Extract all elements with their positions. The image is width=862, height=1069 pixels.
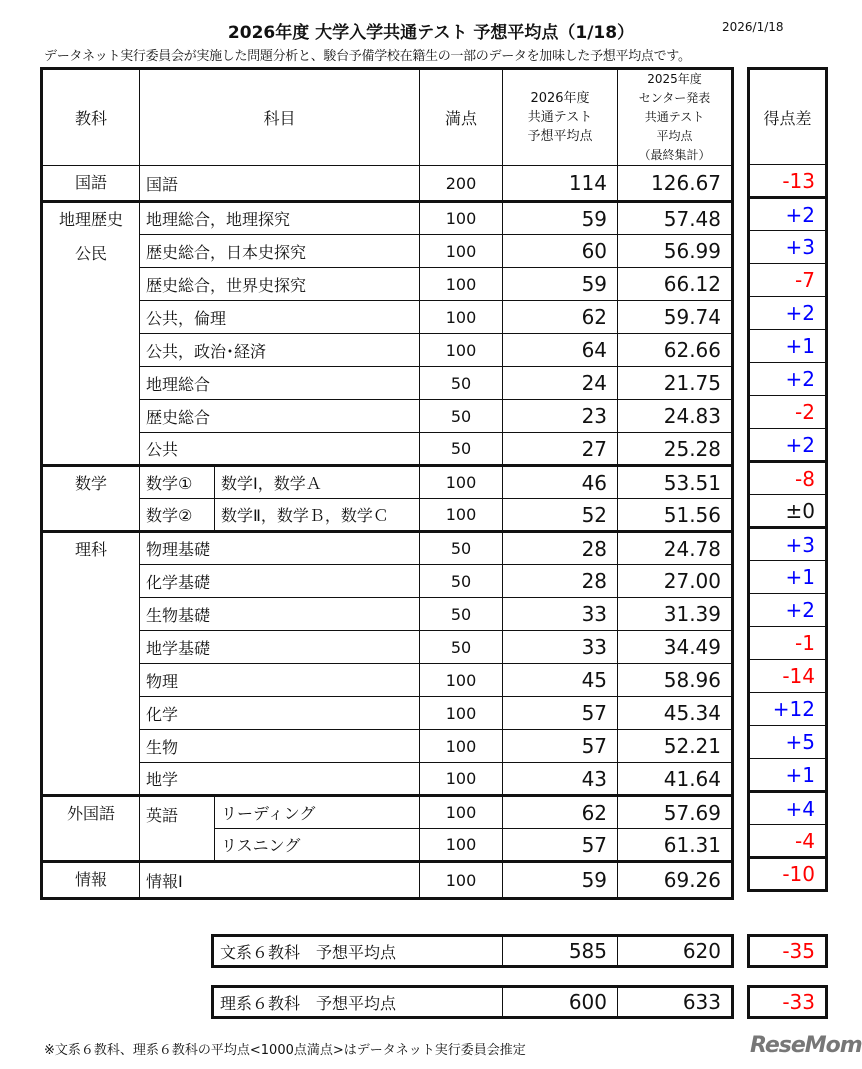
- diff-row: [749, 264, 827, 297]
- previous-average: 27.00: [618, 565, 733, 598]
- score-difference: +2: [749, 594, 827, 627]
- summary-bunkei-diff: [747, 934, 828, 968]
- max-score: 100: [420, 202, 503, 235]
- previous-average: 126.67: [618, 166, 733, 202]
- summary-rikei: [211, 985, 734, 1019]
- date: 2026/1/18: [722, 20, 784, 34]
- diff-row: [749, 726, 827, 759]
- diff-row: [749, 693, 827, 726]
- subject: 公共，倫理: [140, 301, 420, 334]
- summary-prev: 620: [618, 936, 733, 967]
- sub-subject: リーディング: [215, 796, 420, 829]
- summary-pred: 600: [503, 987, 618, 1018]
- summary-pred: 585: [503, 936, 618, 967]
- predicted-average: 60: [503, 235, 618, 268]
- diff-row: [749, 858, 827, 891]
- table-row: [42, 565, 733, 598]
- score-difference: +1: [749, 561, 827, 594]
- table-row: [42, 697, 733, 730]
- previous-average: 21.75: [618, 367, 733, 400]
- max-score: 100: [420, 730, 503, 763]
- diff-row: [749, 627, 827, 660]
- diff-row: [749, 165, 827, 198]
- table-row: [42, 433, 733, 466]
- diff-row: [749, 825, 827, 858]
- previous-average: 45.34: [618, 697, 733, 730]
- score-difference: +1: [749, 759, 827, 792]
- previous-average: 41.64: [618, 763, 733, 796]
- table-row: [42, 166, 733, 202]
- table-row: [42, 235, 733, 268]
- diff-row: [749, 594, 827, 627]
- max-score: 100: [420, 862, 503, 899]
- summary-label: 理系６教科 予想平均点: [213, 987, 503, 1018]
- max-score: 200: [420, 166, 503, 202]
- subject: 地理総合: [140, 367, 420, 400]
- header-pred: 2026年度 共通テスト 予想平均点: [503, 69, 618, 166]
- subject: 地理総合，地理探究: [140, 202, 420, 235]
- summary-label: 文系６教科 予想平均点: [213, 936, 503, 967]
- predicted-average: 62: [503, 796, 618, 829]
- predicted-average: 57: [503, 730, 618, 763]
- score-difference: ±0: [749, 495, 827, 528]
- previous-average: 51.56: [618, 499, 733, 532]
- subject: 英語: [140, 796, 215, 862]
- subject: 化学: [140, 697, 420, 730]
- previous-average: 57.69: [618, 796, 733, 829]
- score-difference: +3: [749, 231, 827, 264]
- subject: 国語: [140, 166, 420, 202]
- summary-rikei-diff: [747, 985, 828, 1019]
- score-difference: -1: [749, 627, 827, 660]
- subject-group: 数学: [42, 466, 140, 532]
- previous-average: 24.78: [618, 532, 733, 565]
- score-difference: -10: [749, 858, 827, 891]
- diff-row: [749, 363, 827, 396]
- header-kyoka: 教科: [42, 69, 140, 166]
- previous-average: 24.83: [618, 400, 733, 433]
- table-row: [42, 499, 733, 532]
- max-score: 50: [420, 532, 503, 565]
- table-row: [42, 862, 733, 899]
- predicted-average: 43: [503, 763, 618, 796]
- diff-row: [749, 792, 827, 825]
- predicted-average: 28: [503, 565, 618, 598]
- subject: 生物基礎: [140, 598, 420, 631]
- previous-average: 56.99: [618, 235, 733, 268]
- table-row: [42, 631, 733, 664]
- subject: 生物: [140, 730, 420, 763]
- sub-subject: 数学Ⅰ，数学Ａ: [215, 466, 420, 499]
- max-score: 50: [420, 433, 503, 466]
- score-difference: +1: [749, 330, 827, 363]
- predicted-average: 62: [503, 301, 618, 334]
- subject-group: 地理歴史 公民: [42, 202, 140, 466]
- summary-diff: -33: [749, 987, 827, 1018]
- footnote: ※文系６教科、理系６教科の平均点<1000点満点>はデータネット実行委員会推定: [44, 1043, 526, 1058]
- max-score: 50: [420, 400, 503, 433]
- diff-row: [749, 495, 827, 528]
- subject: 歴史総合，日本史探究: [140, 235, 420, 268]
- previous-average: 57.48: [618, 202, 733, 235]
- score-difference: +2: [749, 297, 827, 330]
- sub-subject: リスニング: [215, 829, 420, 862]
- header-prev: 2025年度 センター発表 共通テスト 平均点 （最終集計）: [618, 69, 733, 166]
- summary-diff: -35: [749, 936, 827, 967]
- previous-average: 59.74: [618, 301, 733, 334]
- subject: 歴史総合: [140, 400, 420, 433]
- predicted-average: 24: [503, 367, 618, 400]
- max-score: 100: [420, 763, 503, 796]
- score-difference: +2: [749, 363, 827, 396]
- subject: 数学②: [140, 499, 215, 532]
- previous-average: 25.28: [618, 433, 733, 466]
- table-row: [42, 334, 733, 367]
- table-row: [42, 664, 733, 697]
- score-difference: +2: [749, 429, 827, 462]
- score-difference: -4: [749, 825, 827, 858]
- score-difference: +2: [749, 198, 827, 231]
- diff-table: [747, 67, 828, 892]
- diff-row: [749, 660, 827, 693]
- diff-row: [749, 330, 827, 363]
- table-row: [42, 466, 733, 499]
- subject: 数学①: [140, 466, 215, 499]
- table-row: [42, 532, 733, 565]
- predicted-average: 28: [503, 532, 618, 565]
- diff-row: [749, 396, 827, 429]
- max-score: 50: [420, 631, 503, 664]
- score-difference: -13: [749, 165, 827, 198]
- score-difference: -14: [749, 660, 827, 693]
- score-difference: +12: [749, 693, 827, 726]
- max-score: 100: [420, 268, 503, 301]
- subject: 情報Ⅰ: [140, 862, 420, 899]
- diff-row: [749, 297, 827, 330]
- diff-row: [749, 198, 827, 231]
- table-row: [42, 598, 733, 631]
- predicted-average: 52: [503, 499, 618, 532]
- previous-average: 34.49: [618, 631, 733, 664]
- predicted-average: 59: [503, 862, 618, 899]
- max-score: 100: [420, 664, 503, 697]
- max-score: 100: [420, 796, 503, 829]
- max-score: 50: [420, 598, 503, 631]
- sub-subject: 数学Ⅱ，数学Ｂ，数学Ｃ: [215, 499, 420, 532]
- max-score: 100: [420, 499, 503, 532]
- max-score: 100: [420, 829, 503, 862]
- predicted-average: 59: [503, 202, 618, 235]
- table-row: [42, 202, 733, 235]
- subject: 化学基礎: [140, 565, 420, 598]
- max-score: 100: [420, 466, 503, 499]
- previous-average: 31.39: [618, 598, 733, 631]
- max-score: 100: [420, 697, 503, 730]
- subject: 歴史総合，世界史探究: [140, 268, 420, 301]
- subject-group: 外国語: [42, 796, 140, 862]
- diff-row: [749, 231, 827, 264]
- predicted-average: 64: [503, 334, 618, 367]
- predicted-average: 27: [503, 433, 618, 466]
- table-row: [42, 763, 733, 796]
- score-difference: +5: [749, 726, 827, 759]
- score-difference: -7: [749, 264, 827, 297]
- header-diff: 得点差: [749, 69, 827, 165]
- score-difference: +3: [749, 528, 827, 561]
- predicted-average: 33: [503, 598, 618, 631]
- table-row: [42, 367, 733, 400]
- subject: 地学: [140, 763, 420, 796]
- predicted-average: 45: [503, 664, 618, 697]
- table-row: [42, 268, 733, 301]
- score-difference: -2: [749, 396, 827, 429]
- predicted-average: 59: [503, 268, 618, 301]
- subject: 公共: [140, 433, 420, 466]
- subject: 地学基礎: [140, 631, 420, 664]
- previous-average: 53.51: [618, 466, 733, 499]
- diff-row: [749, 462, 827, 495]
- max-score: 50: [420, 565, 503, 598]
- table-row: [42, 400, 733, 433]
- previous-average: 61.31: [618, 829, 733, 862]
- score-difference: +4: [749, 792, 827, 825]
- predicted-average: 57: [503, 697, 618, 730]
- max-score: 50: [420, 367, 503, 400]
- summary-prev: 633: [618, 987, 733, 1018]
- summary-bunkei: [211, 934, 734, 968]
- resemom-logo: ReseMom: [750, 1033, 862, 1058]
- predicted-average: 46: [503, 466, 618, 499]
- subject: 物理: [140, 664, 420, 697]
- previous-average: 62.66: [618, 334, 733, 367]
- predicted-average: 57: [503, 829, 618, 862]
- previous-average: 52.21: [618, 730, 733, 763]
- header-kamoku: 科目: [140, 69, 420, 166]
- predicted-average: 23: [503, 400, 618, 433]
- subject: 物理基礎: [140, 532, 420, 565]
- header-manten: 満点: [420, 69, 503, 166]
- table-row: [42, 730, 733, 763]
- diff-row: [749, 528, 827, 561]
- subject: 公共，政治･経済: [140, 334, 420, 367]
- subject-group: 理科: [42, 532, 140, 796]
- table-row: [42, 301, 733, 334]
- table-row: [42, 796, 733, 829]
- diff-row: [749, 429, 827, 462]
- max-score: 100: [420, 334, 503, 367]
- previous-average: 69.26: [618, 862, 733, 899]
- page-title: 2026年度 大学入学共通テスト 予想平均点（1/18）: [227, 23, 635, 43]
- score-difference: -8: [749, 462, 827, 495]
- subject-group: 国語: [42, 166, 140, 202]
- diff-row: [749, 561, 827, 594]
- max-score: 100: [420, 235, 503, 268]
- previous-average: 58.96: [618, 664, 733, 697]
- predicted-average: 114: [503, 166, 618, 202]
- subject-group: 情報: [42, 862, 140, 899]
- score-table: [40, 67, 734, 900]
- diff-row: [749, 759, 827, 792]
- predicted-average: 33: [503, 631, 618, 664]
- max-score: 100: [420, 301, 503, 334]
- previous-average: 66.12: [618, 268, 733, 301]
- subtitle: データネット実行委員会が実施した問題分析と、駿台予備学校在籍生の一部のデータを加味した予想平均点です。: [44, 49, 691, 64]
